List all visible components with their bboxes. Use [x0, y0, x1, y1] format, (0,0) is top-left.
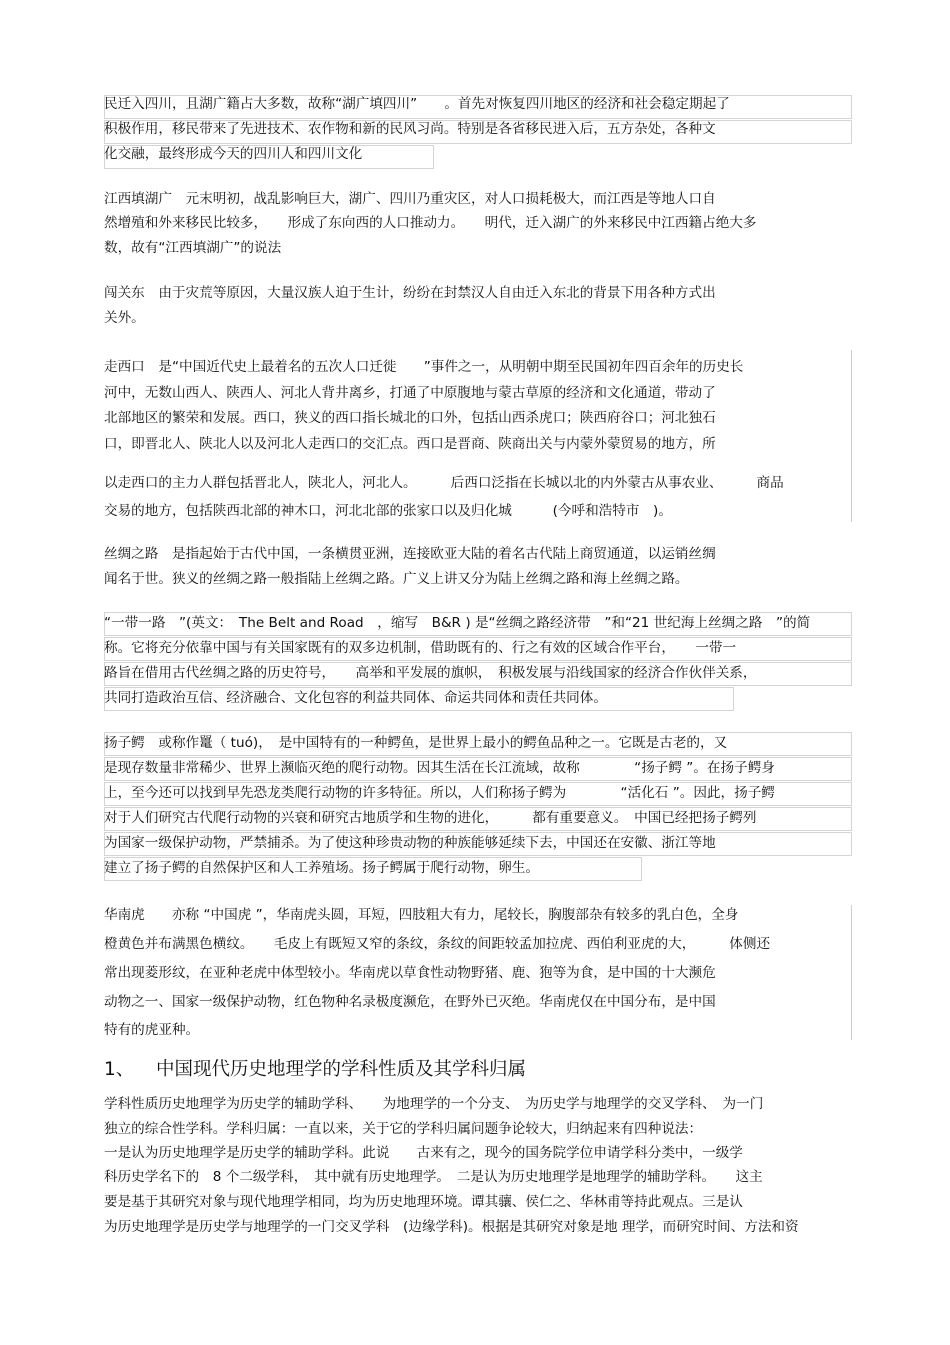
text-line: 共同打造政治互信、经济融合、文化包容的利益共同体、命运共同体和责任共同体。 — [104, 690, 607, 706]
text-line: 一是认为历史地理学是历史学的辅助学科。此说 古来有之，现今的国务院学位申请学科分类中，一级学 — [104, 1145, 743, 1161]
text-line: 称。它将充分依靠中国与有关国家既有的双多边机制，借助既有的、行之有效的区域合作平台， 一带一 — [104, 640, 737, 656]
section-heading — [104, 1058, 852, 1082]
text-line: 化交融，最终形成今天的四川人和四川文化 — [104, 146, 363, 162]
text-line: “一带一路 ”(英文： The Belt and Road ，缩写 B&R ) 是“丝绸之路经济带 ”和“21 世纪海上丝绸之路 ”的简 — [104, 615, 811, 631]
text-line: 要是基于其研究对象与现代地理学相同，均为历史地理环境。谭其骧、侯仁之、华林甫等持此观点。三是认 — [104, 1194, 743, 1210]
section-number: 1、 — [104, 1059, 135, 1080]
text-line: 为国家一级保护动物，严禁捕杀。为了使这种珍贵动物的种族能够延续下去，中国还在安徽、浙江等地 — [104, 835, 716, 851]
text-line: 独立的综合性学科。学科归属：一直以来，关于它的学科归属问题争论较大，归纳起来有四种说法： — [104, 1121, 703, 1137]
text-line: 动物之一、国家一级保护动物，红色物种名录极度濒危，在野外已灭绝。华南虎仅在中国分布，是中国 — [104, 994, 716, 1010]
text-line: 交易的地方，包括陕西北部的神木口，河北北部的张家口以及归化城 (今呼和浩特市 )。 — [104, 503, 672, 519]
text-line: 华南虎 亦称 “中国虎 ”，华南虎头圆，耳短，四肢粗大有力，尾较长，胸腹部杂有较多的乳白色，全身 — [104, 907, 739, 923]
text-line: 丝绸之路 是指起始于古代中国，一条横贯亚洲，连接欧亚大陆的着名古代陆上商贸通道，以运销丝绸 — [104, 546, 716, 562]
text-line: 科历史学名下的 8 个二级学科， 其中就有历史地理学。 二是认为历史地理学是地理学的辅助学科。 这主 — [104, 1169, 763, 1185]
text-line: 闯关东 由于灾荒等原因，大量汉族人迫于生计，纷纷在封禁汉人自由迁入东北的背景下用各种方式出 — [104, 285, 716, 301]
text-line: 建立了扬子鳄的自然保护区和人工养殖场。扬子鳄属于爬行动物，卵生。 — [104, 860, 539, 876]
text-line: 学科性质历史地理学为历史学的辅助学科、 为地理学的一个分支、 为历史学与地理学的交叉学科、 为一门 — [104, 1096, 764, 1112]
text-line: 上，至今还可以找到早先恐龙类爬行动物的许多特征。所以，人们称扬子鳄为 “活化石 ”。因此，扬子鳄 — [104, 785, 775, 801]
text-line: 江西填湖广 元末明初，战乱影响巨大，湖广、四川乃重灾区，对人口损耗极大，而江西是等地人口自 — [104, 191, 716, 207]
text-line: 积极作用，移民带来了先进技术、农作物和新的民风习尚。特别是各省移民进入后，五方杂处，各种文 — [104, 121, 716, 137]
text-line: 闻名于世。狭义的丝绸之路一般指陆上丝绸之路。广义上讲又分为陆上丝绸之路和海上丝绸之路。 — [104, 571, 689, 587]
text-line: 北部地区的繁荣和发展。西口，狭义的西口指长城北的口外，包括山西杀虎口；陕西府谷口；河北独石 — [104, 410, 716, 426]
text-line: 扬子鳄 或称作鼍（ tuó)， 是中国特有的一种鳄鱼，是世界上最小的鳄鱼品种之一。它既是古老的，又 — [104, 735, 728, 751]
text-line: 走西口 是“中国近代史上最着名的五次人口迁徙 ”事件之一，从明朝中期至民国初年四百余年的历史长 — [104, 359, 744, 375]
text-line: 以走西口的主力人群包括晋北人，陕北人，河北人。 后西口泛指在长城以北的内外蒙古从事农业、 商品 — [104, 475, 784, 491]
text-line: 关外。 — [104, 310, 145, 326]
text-line: 民迁入四川，且湖广籍占大多数，故称“湖广填四川” 。首先对恢复四川地区的经济和社会稳定期起了 — [104, 96, 730, 112]
section-title: 中国现代历史地理学的学科性质及其学科归属 — [156, 1059, 527, 1080]
text-line: 数，故有“江西填湖广”的说法 — [104, 240, 282, 256]
text-line: 为历史地理学是历史学与地理学的一门交叉学科 (边缘学科)。根据是其研究对象是地 理学，而研究时间、方法和资 — [104, 1219, 799, 1235]
text-line: 常出现菱形纹，在亚种老虎中体型较小。华南虎以草食性动物野猪、鹿、狍等为食，是中国的十大濒危 — [104, 965, 716, 981]
text-line: 口，即晋北人、陕北人以及河北人走西口的交汇点。西口是晋商、陕商出关与内蒙外蒙贸易的地方，所 — [104, 436, 716, 452]
text-line: 橙黄色并布满黑色横纹。 毛皮上有既短又窄的条纹，条纹的间距较孟加拉虎、西伯利亚虎的大， 体侧还 — [104, 936, 771, 952]
text-line: 是现存数量非常稀少、世界上濒临灭绝的爬行动物。因其生活在长江流域，故称 “扬子鳄 ”。在扬子鳄身 — [104, 760, 775, 776]
text-line: 特有的虎亚种。 — [104, 1022, 200, 1038]
text-line: 路旨在借用古代丝绸之路的历史符号， 高举和平发展的旗帜， 积极发展与沿线国家的经济合作伙伴关系， — [104, 665, 757, 681]
text-line: 然增殖和外来移民比较多， 形成了东向西的人口推动力。 明代，迁入湖广的外来移民中江西籍占绝大多 — [104, 215, 757, 231]
text-line: 河中，无数山西人、陕西人、河北人背井离乡，打通了中原腹地与蒙古草原的经济和文化通道，带动了 — [104, 385, 716, 401]
text-line: 对于人们研究古代爬行动物的兴衰和研究古地质学和生物的进化， 都有重要意义。 中国已经把扬子鳄列 — [104, 810, 757, 826]
